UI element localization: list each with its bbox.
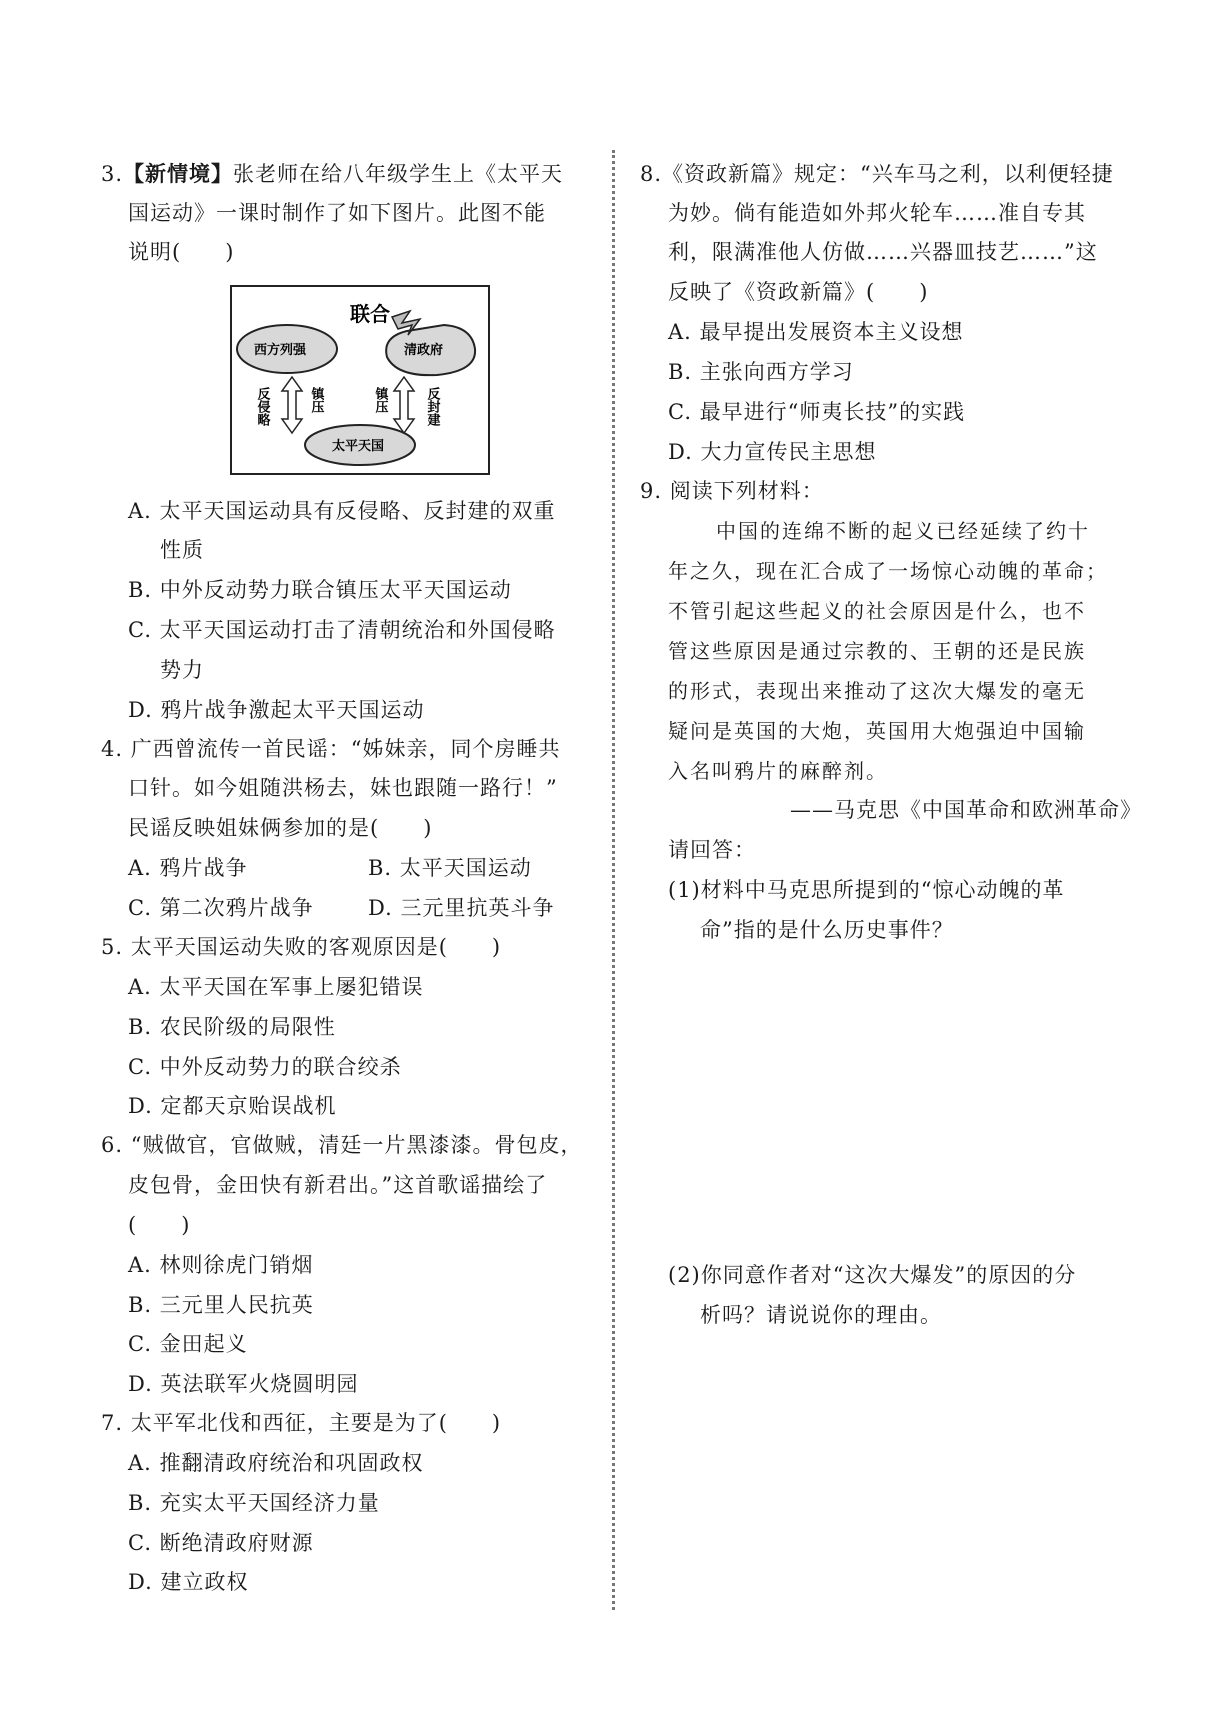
q5-option-d: D. 定都天京贻误战机 [128,1094,337,1118]
qing-government-label: 清政府 [404,343,444,358]
q9-passage-line2: 年之久，现在汇合成了一场惊心动魄的革命； [668,559,1108,583]
q6-option-b: B. 三元里人民抗英 [128,1293,314,1317]
q8-line3: 利，限满准他人仿做……兴器皿技艺……”这 [668,240,1098,264]
suppress-left-label: 镇压 [308,387,324,413]
new-context-tag: 【新情境】 [123,162,234,186]
q8-option-b: B. 主张向西方学习 [668,360,854,384]
q4-line1: 4. 广西曾流传一首民谣：“姊妹亲，同个房睡共 [101,737,561,761]
q9-passage-line6: 疑问是英国的大炮，英国用大炮强迫中国输 [668,719,1086,743]
q4-option-c: C. 第二次鸦片战争 [128,896,314,920]
q5-option-c: C. 中外反动势力的联合绞杀 [128,1055,402,1079]
q6-line1: 6. “贼做官，官做贼，清廷一片黑漆漆。骨包皮， [101,1133,583,1157]
q8-line1: 8.《资政新篇》规定：“兴车马之利，以利便轻捷 [640,162,1114,186]
column-divider [612,150,615,1610]
q9-sub2-line2: 析吗？请说说你的理由。 [700,1303,942,1327]
q7-option-a: A. 推翻清政府统治和巩固政权 [128,1451,424,1475]
q7-line1: 7. 太平军北伐和西征，主要是为了( ) [101,1411,502,1435]
q9-passage-line7: 入名叫鸦片的麻醉剂。 [668,759,888,783]
q3-option-c-line2: 势力 [160,658,204,682]
q3-option-a-line1: A. 太平天国运动具有反侵略、反封建的双重 [128,499,556,523]
q5-option-a: A. 太平天国在军事上屡犯错误 [128,975,424,999]
q9-passage-line3: 不管引起这些起义的社会原因是什么，也不 [668,599,1086,623]
q6-line2: 皮包骨，金田快有新君出。”这首歌谣描绘了 [128,1173,548,1197]
q4-option-d: D. 三元里抗英斗争 [368,896,555,920]
q3-option-b: B. 中外反动势力联合镇压太平天国运动 [128,578,512,602]
left-double-arrow-icon [282,377,302,433]
q7-option-b: B. 充实太平天国经济力量 [128,1491,380,1515]
q8-option-a: A. 最早提出发展资本主义设想 [668,320,964,344]
alliance-diagram-svg [232,287,488,473]
q6-option-a: A. 林则徐虎门销烟 [128,1253,314,1277]
q3-line3: 说明( ) [128,240,235,264]
q3-number: 3. [101,162,124,186]
q3-line1 [101,160,563,188]
q3-stem-part1: 张老师在给八年级学生上《太平天 [233,162,564,186]
q8-option-d: D. 大力宣传民主思想 [668,440,877,464]
q7-option-c: C. 断绝清政府财源 [128,1531,314,1555]
q3-option-a-line2: 性质 [160,538,204,562]
right-double-arrow-icon [394,377,414,433]
q9-line1: 9. 阅读下列材料： [640,479,824,503]
alliance-label: 联合 [350,302,390,326]
q9-ask: 请回答： [668,838,756,862]
q4-line3: 民谣反映姐妹俩参加的是( ) [128,816,433,840]
q4-option-a: A. 鸦片战争 [128,856,248,880]
q8-line2: 为妙。倘有能造如外邦火轮车……准自专其 [668,201,1086,225]
anti-feudal-label: 反封建 [424,387,440,426]
q9-passage-line4: 管这些原因是通过宗教的、王朝的还是民族 [668,639,1086,663]
west-powers-label: 西方列强 [254,343,307,358]
q3-option-c-line1: C. 太平天国运动打击了清朝统治和外国侵略 [128,618,556,642]
q6-line3: ( ) [128,1213,191,1237]
q5-line1: 5. 太平天国运动失败的客观原因是( ) [101,935,502,959]
q3-line2: 国运动》一课时制作了如下图片。此图不能 [128,201,546,225]
q8-option-c: C. 最早进行“师夷长技”的实践 [668,400,966,424]
q9-passage-line1: 中国的连绵不断的起义已经延续了约十 [716,519,1090,543]
q9-passage-line5: 的形式，表现出来推动了这次大爆发的毫无 [668,679,1086,703]
q9-sub2-line1: (2)你同意作者对“这次大爆发”的原因的分 [668,1263,1077,1287]
taiping-label: 太平天国 [332,439,385,454]
q9-sub1-line1: (1)材料中马克思所提到的“惊心动魄的革 [668,878,1065,902]
q5-option-b: B. 农民阶级的局限性 [128,1015,336,1039]
anti-aggression-label: 反侵略 [254,387,270,426]
q6-option-c: C. 金田起义 [128,1332,248,1356]
suppress-right-label: 镇压 [372,387,388,413]
q3-diagram [230,285,490,475]
q9-source: ——马克思《中国革命和欧洲革命》 [790,798,1142,822]
q4-option-b: B. 太平天国运动 [368,856,532,880]
q6-option-d: D. 英法联军火烧圆明园 [128,1372,359,1396]
q9-sub1-line2: 命”指的是什么历史事件？ [700,918,954,942]
q4-line2: 口针。如今姐随洪杨去，妹也跟随一路行！” [128,776,558,800]
q3-option-d: D. 鸦片战争激起太平天国运动 [128,698,425,722]
q8-line4: 反映了《资政新篇》( ) [668,280,929,304]
q7-option-d: D. 建立政权 [128,1570,249,1594]
